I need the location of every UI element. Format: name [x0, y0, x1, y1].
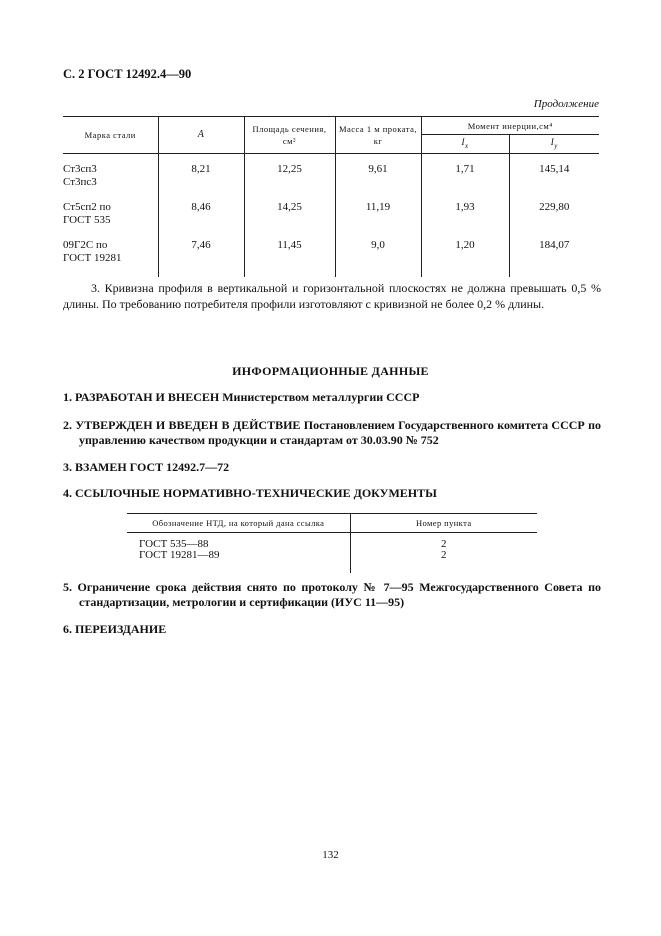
cell-area: 12,25	[244, 153, 335, 201]
paragraph-curvature: 3. Кривизна профиля в вертикальной и горизонтальной плоскостях не должна превышать 0,5 % длины. По требованию потребителя профили изготовляют с кривизной не более 0,2 % длины.	[63, 281, 601, 311]
cell-mass: 11,19	[335, 201, 421, 239]
cell-grade: Ст5сп2 по ГОСТ 535	[63, 200, 111, 226]
cell-a: 8,21	[158, 153, 244, 201]
cell-doc: ГОСТ 535—88	[139, 538, 209, 550]
cell-ix: 1,20	[421, 239, 509, 277]
references-table	[127, 513, 537, 573]
cell-ix: 1,71	[421, 153, 509, 201]
page-header: С. 2 ГОСТ 12492.4—90	[63, 67, 192, 81]
col-header-iy: $I_y$	[509, 135, 599, 154]
cell-doc: ГОСТ 19281—89	[139, 549, 220, 561]
cell-area: 11,45	[244, 239, 335, 277]
cell-a: 8,46	[158, 201, 244, 239]
col-header-inertia: Момент инерции,см⁴	[421, 117, 599, 135]
col-header-item: Номер пункта	[350, 514, 537, 533]
cell-area: 14,25	[244, 201, 335, 239]
info-item-6: 6. ПЕРЕИЗДАНИЕ	[63, 622, 167, 636]
table-row	[127, 550, 537, 573]
col-header-doc: Обозначение НТД, на который дана ссылка	[127, 514, 350, 533]
page-number: 132	[322, 849, 339, 861]
col-header-mass: Масса 1 м проката, кг	[335, 117, 421, 154]
info-item-1: 1. РАЗРАБОТАН И ВНЕСЕН Министерством металлургии СССР	[63, 390, 420, 404]
profile-properties-table	[63, 116, 599, 277]
cell-iy: 145,14	[509, 153, 599, 201]
continuation-label: Продолжение	[533, 98, 599, 110]
col-header-grade: Марка стали	[63, 117, 158, 154]
info-item-2: 2. УТВЕРЖДЕН И ВВЕДЕН В ДЕЙСТВИЕ Постановлением Государственного комитета СССР по управлению качеством продукции и стандартам от 30.03.90 № 752	[63, 418, 601, 447]
table-row	[63, 201, 599, 239]
col-header-ix: $I_x$	[421, 135, 509, 154]
cell-mass: 9,61	[335, 153, 421, 201]
col-header-a: A	[158, 117, 244, 154]
cell-grade: Ст3сп3 Ст3пс3	[63, 162, 97, 188]
info-item-5: 5. Ограничение срока действия снято по протоколу № 7—95 Межгосударственного Совета по стандартизации, метрологии и сертификации (ИУС 11—95)	[63, 580, 601, 609]
cell-ix: 1,93	[421, 201, 509, 239]
info-section-title: ИНФОРМАЦИОННЫЕ ДАННЫЕ	[232, 364, 429, 378]
cell-a: 7,46	[158, 239, 244, 277]
cell-item: 2	[350, 550, 537, 573]
cell-mass: 9,0	[335, 239, 421, 277]
cell-item: 2	[350, 533, 537, 551]
info-item-3: 3. ВЗАМЕН ГОСТ 12492.7—72	[63, 460, 230, 474]
cell-iy: 229,80	[509, 201, 599, 239]
cell-grade: 09Г2С по ГОСТ 19281	[63, 238, 122, 264]
table-row	[127, 533, 537, 551]
table-row	[63, 239, 599, 277]
table-row	[63, 153, 599, 201]
cell-iy: 184,07	[509, 239, 599, 277]
info-item-4: 4. ССЫЛОЧНЫЕ НОРМАТИВНО-ТЕХНИЧЕСКИЕ ДОКУМЕНТЫ	[63, 486, 437, 500]
col-header-area: Площадь сечения, см²	[244, 117, 335, 154]
